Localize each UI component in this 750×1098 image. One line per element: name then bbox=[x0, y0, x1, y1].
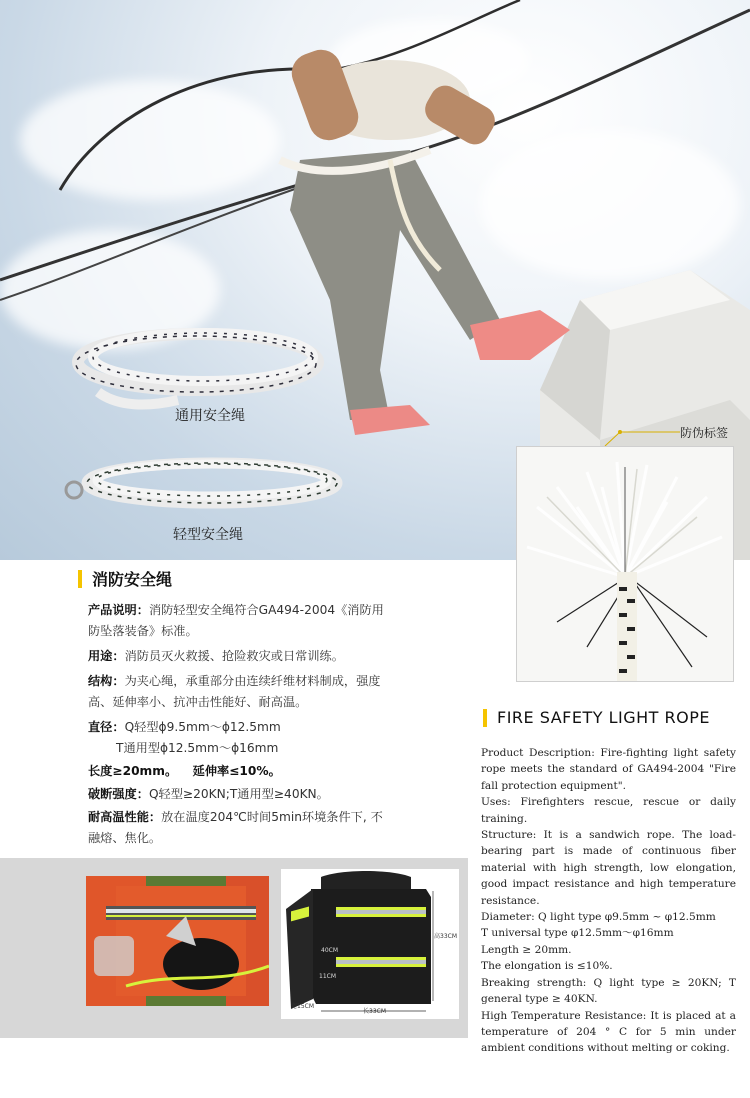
en-line: Breaking strength: Q light type ≥ 20KN; T general type ≥ 40KN. bbox=[481, 976, 736, 1006]
en-line: Diameter: Q light type φ9.5mm ~ φ12.5mm bbox=[481, 911, 716, 924]
bag-inner-label: 40CM bbox=[321, 947, 339, 954]
rope-core-detail-photo bbox=[516, 446, 734, 682]
break-label: 破断强度： bbox=[88, 787, 149, 801]
desc-text: 消防轻型安全绳符合GA494-2004《消防用防坠落装备》标准。 bbox=[88, 603, 384, 638]
en-section-title bbox=[483, 708, 710, 727]
bag-height-label: 高33CM bbox=[434, 933, 458, 940]
en-line: Length ≥ 20mm. bbox=[481, 943, 572, 956]
en-line: T universal type φ12.5mm～φ16mm bbox=[481, 927, 674, 940]
general-rope-image bbox=[68, 312, 338, 412]
diameter-label: 直径： bbox=[88, 720, 125, 734]
desc-label: 产品说明： bbox=[88, 603, 149, 617]
length-value: ≥20mm。 bbox=[112, 764, 178, 778]
en-line: The elongation is ≤10%. bbox=[481, 960, 613, 973]
title-accent-bar bbox=[483, 709, 487, 727]
en-line: High Temperature Resistance: It is placed at a temperature of 204 ° C for 5 min under ambient conditions without melting or coking. bbox=[481, 1009, 736, 1055]
general-rope-caption: 通用安全绳 bbox=[175, 408, 245, 424]
break-text: Q轻型≥20KN;T通用型≥40KN。 bbox=[148, 787, 329, 801]
anti-counterfeit-label: 防伪标签 bbox=[680, 426, 729, 440]
heat-text: 放在温度204℃时间5min环境条件下, 不融熔、焦化。 bbox=[88, 810, 383, 845]
use-label: 用途： bbox=[88, 649, 125, 663]
cn-description bbox=[88, 600, 388, 849]
diameter-universal: T通用型ϕ12.5mm～ϕ16mm bbox=[116, 741, 279, 755]
en-title-text: FIRE SAFETY LIGHT ROPE bbox=[497, 708, 710, 727]
rope-bag-photo bbox=[281, 869, 459, 1019]
cn-title-text: 消防安全绳 bbox=[92, 570, 173, 589]
diameter-light: Q轻型ϕ9.5mm～ϕ12.5mm bbox=[124, 720, 281, 734]
label-pointer-line bbox=[600, 428, 680, 448]
heat-label: 耐高温性能： bbox=[88, 810, 162, 824]
bag-depth-label: 11CM bbox=[319, 973, 337, 980]
en-line: Product Description: Fire-fighting light safety rope meets the standard of GA494-2004 "Fire fall protection equipment". bbox=[481, 747, 736, 792]
en-line: Structure: It is a sandwich rope. The load-bearing part is made of continuous fiber material with high strength, low elongation, good impact resistance and high temperature resistance. bbox=[481, 829, 736, 907]
title-accent-bar bbox=[78, 570, 82, 588]
cn-section-title bbox=[78, 567, 172, 590]
light-rope-caption: 轻型安全绳 bbox=[173, 527, 243, 543]
elongation-value: ≤10%。 bbox=[229, 764, 281, 778]
length-label: 长度 bbox=[88, 764, 113, 778]
en-description bbox=[481, 745, 736, 1057]
en-line: Uses: Firefighters rescue, rescue or daily training. bbox=[481, 796, 736, 825]
light-rope-image bbox=[62, 448, 347, 518]
structure-label: 结构： bbox=[88, 674, 125, 688]
structure-text: 为夹心绳，承重部分由连续纤维材料制成，强度高、延伸率小、抗冲击性能好、耐高温。 bbox=[88, 674, 381, 709]
bag-width-label: 长33CM bbox=[363, 1008, 387, 1015]
belt-pouch-photo bbox=[86, 876, 269, 1006]
use-text: 消防员灭火救援、抢险救灾或日常训练。 bbox=[124, 649, 344, 663]
elongation-label: 延伸率 bbox=[192, 764, 230, 778]
bag-side-label: 宽15CM bbox=[291, 1003, 315, 1010]
